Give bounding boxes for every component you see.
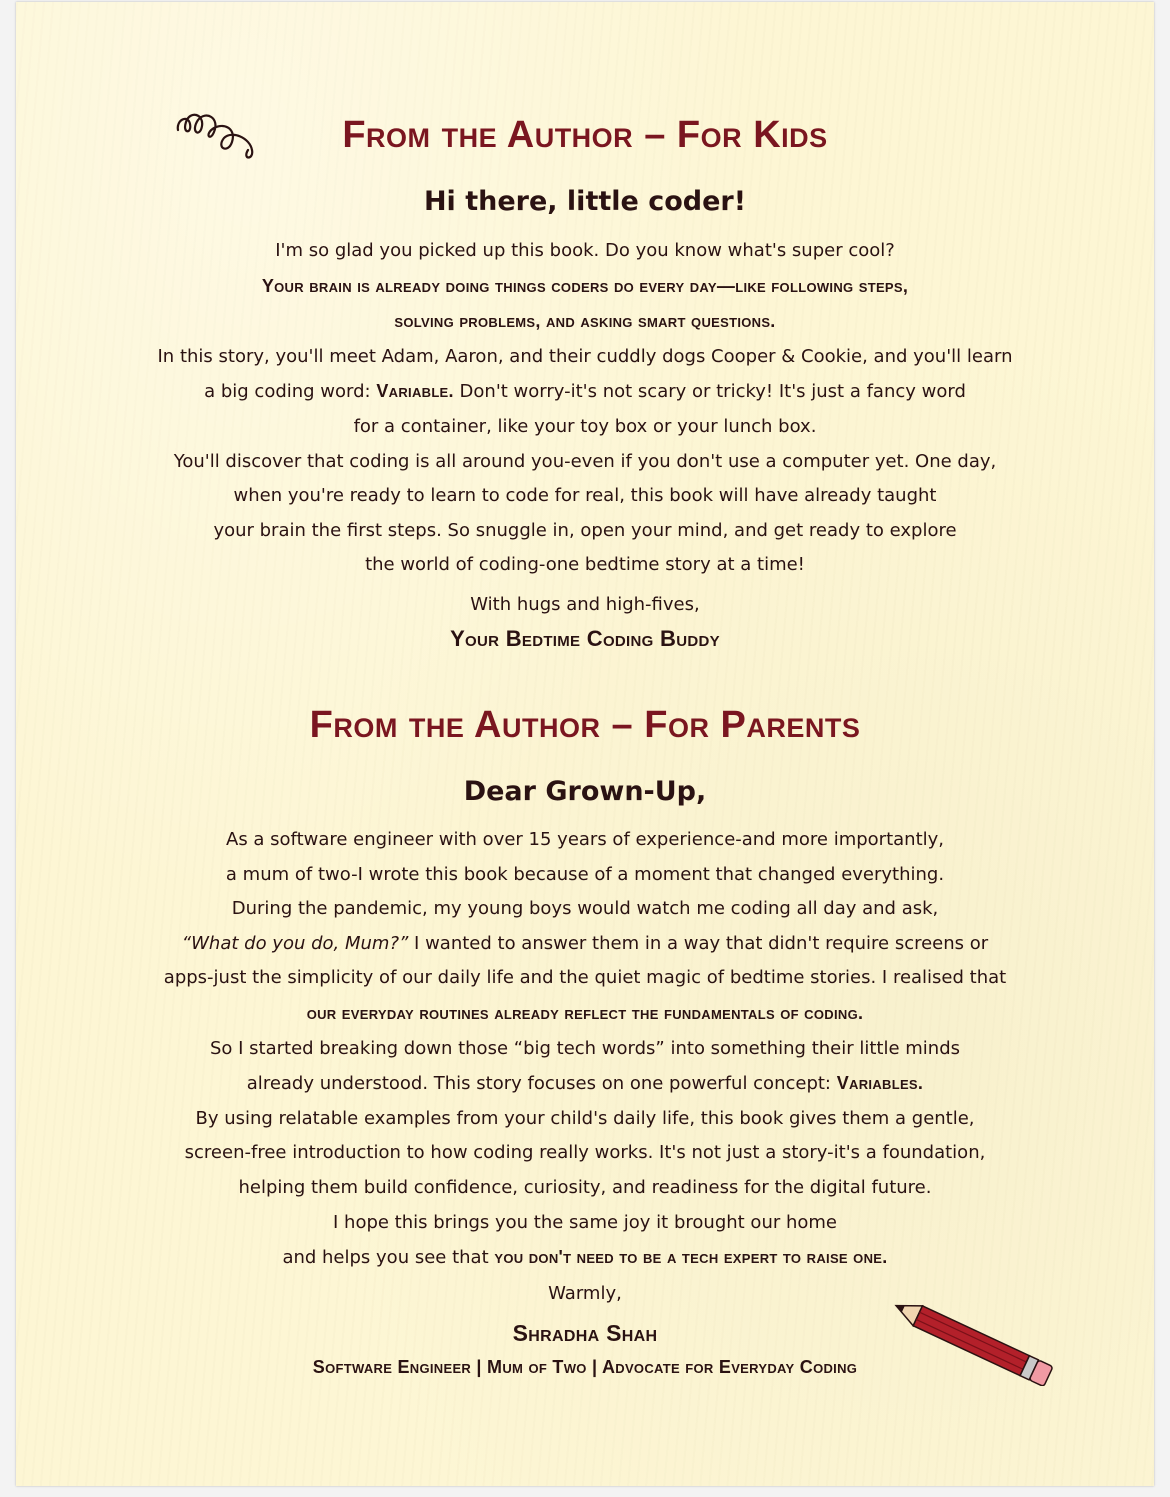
text-segment: apps-just the simplicity of our daily life and the quiet magic of bedtime stories. I realised that [163, 967, 1007, 989]
body-line [16, 823, 1154, 858]
text-segment: when you're ready to learn to code for real, this book will have already taught [233, 485, 937, 507]
body-line [16, 1171, 1154, 1206]
text-segment: helping them build confidence, curiosity, and readiness for the digital future. [238, 1176, 932, 1198]
body-line [16, 445, 1154, 480]
body-line [16, 961, 1154, 996]
italic-quote: “What do you do, Mum?” [181, 932, 409, 954]
body-line [16, 269, 1154, 305]
text-segment: and helps you see that [282, 1247, 495, 1269]
body-line [16, 1240, 1154, 1276]
author-name: Shradha Shah [512, 1320, 658, 1346]
book-page [16, 2, 1154, 1486]
body-line [16, 410, 1154, 445]
emphasis-text: Variables. [836, 1073, 924, 1094]
emphasis-text: you don't need to be a tech expert to raise one. [494, 1247, 888, 1268]
kids-heading: From the Author – For Kids [342, 114, 828, 156]
body-line [16, 479, 1154, 514]
body-line [16, 1066, 1154, 1102]
kids-body-text [16, 234, 1154, 583]
text-segment: a big coding word: [204, 381, 377, 403]
body-line [16, 996, 1154, 1032]
body-line [16, 858, 1154, 893]
body-line [16, 548, 1154, 583]
body-line [16, 234, 1154, 269]
text-segment: a mum of two-I wrote this book because of a moment that changed everything. [225, 863, 945, 885]
text-segment: already understood. This story focuses on one powerful concept: [246, 1073, 837, 1095]
body-line [16, 304, 1154, 340]
emphasis-text: our everyday routines already reflect the fundamentals of coding. [306, 1002, 864, 1023]
kids-greeting: Hi there, little coder! [423, 186, 747, 217]
emphasis-text: solving problems, and asking smart questions. [394, 311, 776, 332]
text-segment: the world of coding-one bedtime story at a time! [365, 554, 805, 576]
pencil-icon [886, 1298, 1061, 1386]
body-line [16, 374, 1154, 410]
parents-body-text [16, 823, 1154, 1276]
text-segment: for a container, like your toy box or your lunch box. [353, 415, 817, 437]
body-line [16, 927, 1154, 962]
author-title: Software Engineer | Mum of Two | Advocate for Everyday Coding [312, 1357, 858, 1377]
body-line [16, 514, 1154, 549]
text-segment: screen-free introduction to how coding really works. It's not just a story-it's a foundation, [184, 1142, 986, 1164]
text-segment: During the pandemic, my young boys would watch me coding all day and ask, [231, 898, 939, 920]
text-segment: Don't worry-it's not scary or tricky! It's just a fancy word [453, 381, 966, 403]
parents-greeting: Dear Grown-Up, [463, 776, 707, 807]
text-segment: I wanted to answer them in a way that didn't require screens or [408, 932, 989, 954]
text-segment: your brain the first steps. So snuggle in, open your mind, and get ready to explore [213, 519, 957, 541]
text-segment: By using relatable examples from your child's daily life, this book gives them a gentle, [195, 1107, 975, 1129]
body-line [16, 1206, 1154, 1241]
emphasis-text: Variable. [376, 381, 454, 402]
body-line [16, 1032, 1154, 1067]
parents-signoff: Warmly, [548, 1283, 622, 1304]
kids-signoff: With hugs and high-fives, [470, 594, 700, 615]
text-segment: So I started breaking down those “big tech words” into something their little minds [209, 1037, 961, 1059]
text-segment: You'll discover that coding is all around you-even if you don't use a computer yet. One day, [173, 450, 997, 472]
text-segment: In this story, you'll meet Adam, Aaron, and their cuddly dogs Cooper & Cookie, and you'll learn [157, 345, 1013, 367]
parents-heading: From the Author – For Parents [309, 704, 861, 746]
body-line [16, 1136, 1154, 1171]
body-line [16, 1102, 1154, 1137]
text-segment: I'm so glad you picked up this book. Do you know what's super cool? [275, 240, 895, 261]
body-line [16, 892, 1154, 927]
text-segment: As a software engineer with over 15 years of experience-and more importantly, [226, 829, 944, 850]
text-segment: I hope this brings you the same joy it brought our home [333, 1211, 837, 1233]
kids-signature: Your Bedtime Coding Buddy [450, 626, 720, 651]
emphasis-text: Your brain is already doing things coders do every day—like following steps, [261, 275, 909, 296]
body-line [16, 340, 1154, 375]
